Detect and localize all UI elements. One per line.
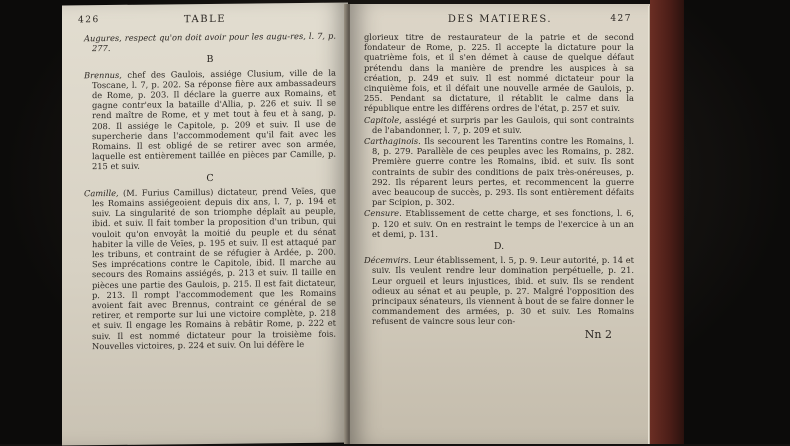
section-letter-d: D. [493, 241, 505, 253]
right-page [350, 4, 650, 444]
right-page-content [350, 32, 650, 340]
augures-entry: Augures, respect qu'on doit avoir pour les augu-res, l. 7, p. 277. [84, 30, 336, 54]
camille-continuation: glorieux titre de restaurateur de la patrie et de second fondateur de Rome, p. 225. Il accepte la dictature pour la quatrième fois, et il s'en démet à cause de quelque défaut prétendu dans la manière de prendre les auspices à sa création, p. 249 et suiv. Il est nommé dictateur pour la cinquième fois, et il défait une nouvelle armée de Gaulois, p. 255. Pendant sa dictature, il rétablit le calme dans la république entre les différens ordres de l'état, p. 257 et suiv. [364, 32, 634, 114]
camille-entry: Camille, (M. Furius Camillus) dictateur, prend Veïes, que les Romains assiégeoient depuis dix ans, l. 7, p. 194 et suiv. La singularité de son triomphe déplaît au peuple, ibid. et suiv. Il fait tomber la proposition d'un tribun, qui vouloit qu'on envoyât la moitié du peuple et du sénat habiter la ville de Veïes, p. 195 et suiv. Il est attaqué par les tribuns, et contraint de se réfugier à Ardée, p. 200. Ses imprécations contre le Capitole, ibid. Il marche au secours des Romains assiégés, p. 213 et suiv. Il taille en pièces une partie des Gaulois, p. 215. Il est fait dictateur, p. 213. Il rompt l'accommodement que les Romains avoient fait avec Brennus, contraint ce général de se retirer, et remporte sur lui une victoire complète, p. 218 et suiv. Il engage les Romains à rebâtir Rome, p. 222 et suiv. Il est nommé dictateur pour la troisième fois. Nouvelles victoires, p. 224 et suiv. On lui défère le [84, 185, 336, 352]
capitole-entry: Capitole, assiégé et surpris par les Gaulois, qui sont contraints de l'abandonner, l. 7, p. 209 et suiv. [364, 114, 634, 135]
signature-mark: Nn 2 [584, 327, 612, 341]
left-page-number: 426 [78, 15, 100, 26]
brennus-entry: Brennus, chef des Gaulois, assiége Clusium, ville de la Toscane, l. 7, p. 202. Sa réponse fière aux ambassadeurs de Rome, p. 203. Il déclare la guerre aux Romains, et gagne contr'eux la bataille d'Allia, p. 226 et suiv. Il se rend maître de Rome, et y met tout à feu et à sang, p. 208. Il assiége le Capitole, p. 209 et suiv. Il use de supercherie dans l'accommodement qu'il fait avec les Romains. Il est obligé de se retirer avec son armée, laquelle est entièrement taillée en pièces par Camille, p. 215 et suiv. [84, 67, 337, 172]
book-cover-edge [650, 0, 684, 444]
decemvirs-entry: Décemvirs. Leur établissement, l. 5, p. 9. Leur autorité, p. 14 et suiv. Ils veulent rendre leur domination perpétuelle, p. 21. Leur orgueil et leurs injustices, ibid. et suiv. Ils se rendent odieux au sénat et au peuple, p. 27. Malgré l'opposition des principaux sénateurs, ils viennent à bout de se faire donner le commandement des armées, p. 30 et suiv. Les Romains refusent de vaincre sous leur con- [364, 255, 634, 327]
open-book [62, 4, 662, 444]
section-letter-b: B [206, 54, 214, 66]
left-page-content [62, 31, 348, 352]
right-page-number: 427 [610, 14, 632, 24]
left-page [62, 3, 348, 446]
carthaginois-entry: Carthaginois. Ils secourent les Tarentins contre les Romains, l. 8, p. 279. Parallèle de ces peuples avec les Romains, p. 282. Première guerre contre les Romains, ibid. et suiv. Ils sont contraints de subir des conditions de paix très-onéreuses, p. 292. Ils réparent leurs pertes, et recommencent la guerre avec beaucoup de succès, p. 293. Ils sont entièrement défaits par Scipion, p. 302. [364, 136, 634, 208]
left-running-title: TABLE [183, 13, 227, 26]
left-page-header [72, 13, 338, 34]
section-letter-c: C [206, 172, 214, 184]
censure-entry: Censure. Etablissement de cette charge, et ses fonctions, l. 6, p. 120 et suiv. On en restraint le temps de l'exercice à un an et demi, p. 131. [364, 208, 634, 239]
right-running-title: DES MATIERES. [447, 14, 553, 25]
right-page-header [360, 14, 640, 32]
